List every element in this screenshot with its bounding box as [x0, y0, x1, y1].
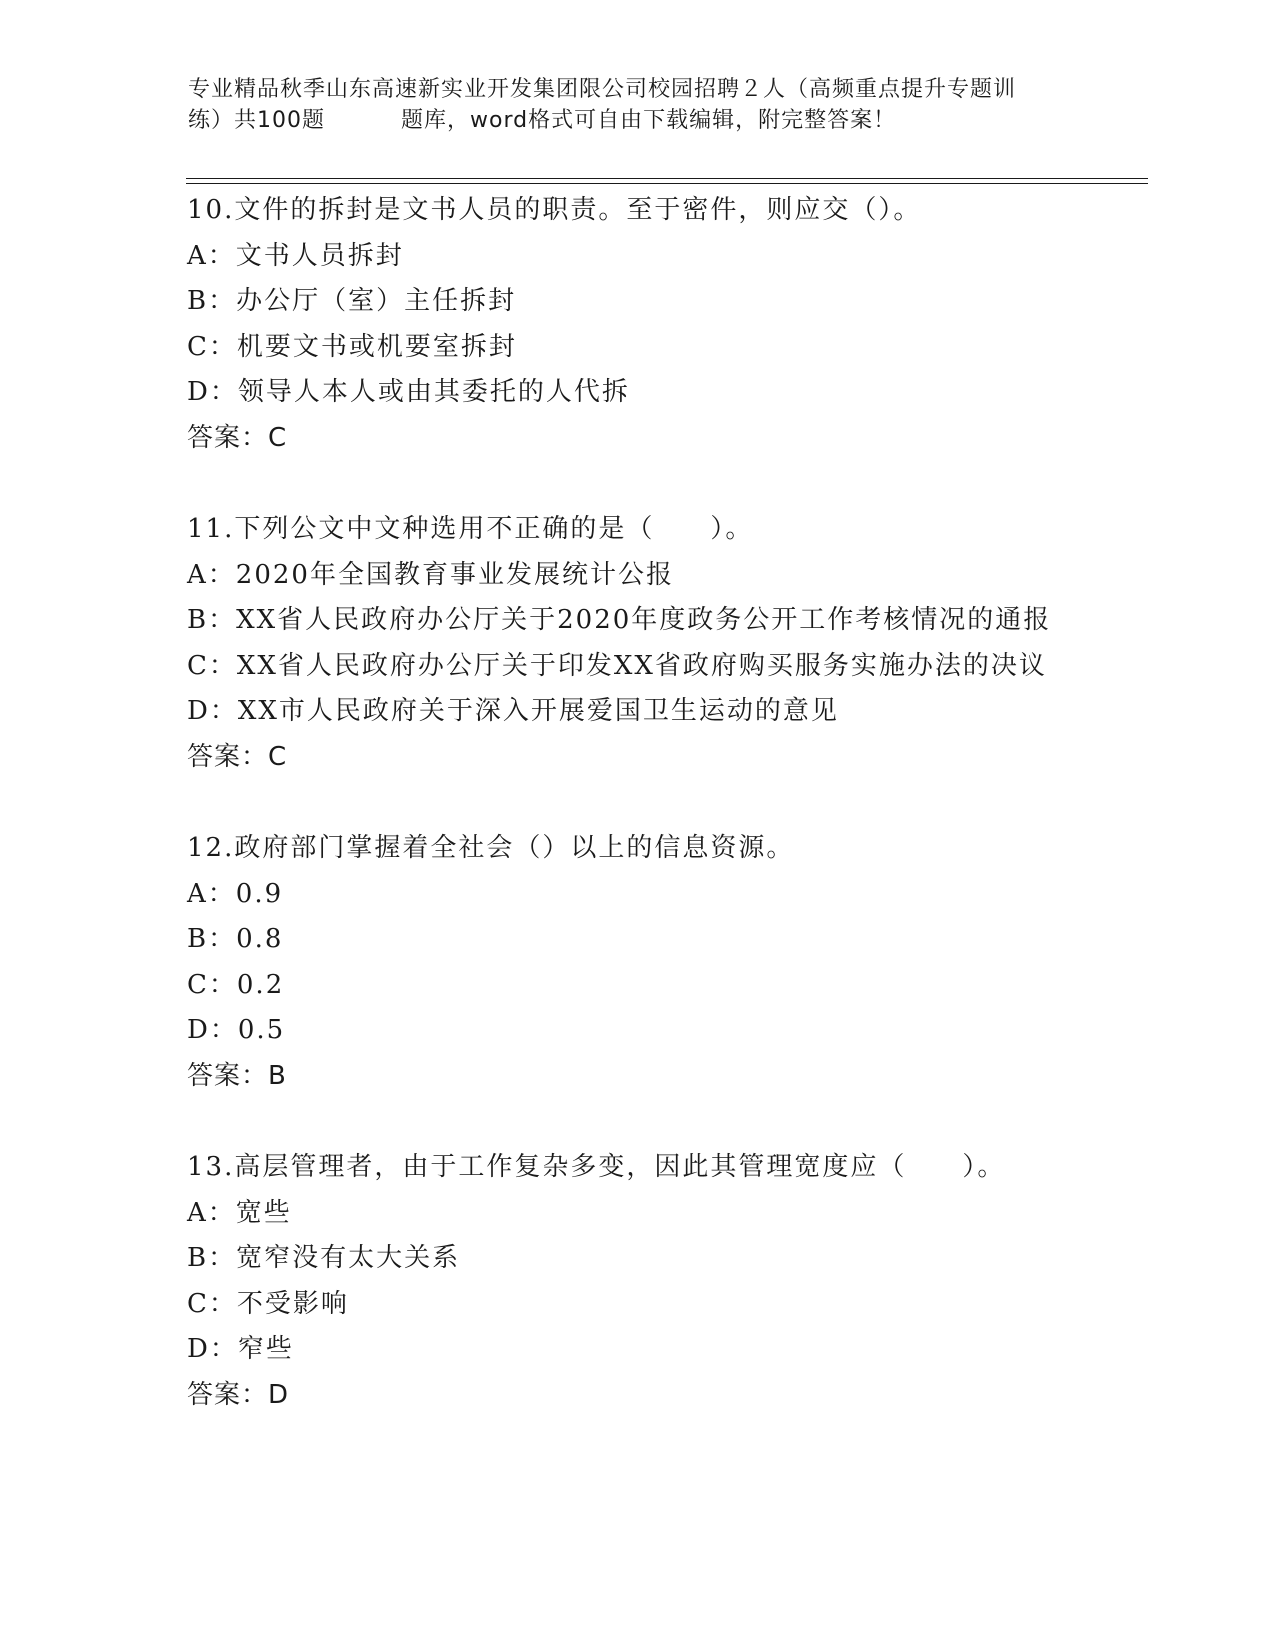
option-c: C：不受影响 [187, 1288, 349, 1319]
option-c: C：机要文书或机要室拆封 [187, 331, 517, 362]
answer: 答案：C [187, 422, 288, 453]
question-stem: 13.高层管理者，由于工作复杂多变，因此其管理宽度应（ ）。 [187, 1152, 1006, 1182]
option-d: D：0.5 [187, 1015, 286, 1045]
document-header [188, 74, 1088, 136]
option-a: A：0.9 [187, 878, 284, 909]
question-stem: 11.下列公文中文种选用不正确的是（ ）。 [187, 514, 754, 544]
option-a: A：宽些 [187, 1197, 292, 1228]
question-stem: 10.文件的拆封是文书人员的职责。至于密件，则应交（）。 [187, 195, 922, 225]
option-b: B：0.8 [187, 924, 284, 954]
option-b: B：XX省人民政府办公厅关于2020年度政务公开工作考核情况的通报 [187, 605, 1052, 635]
option-c: C：XX省人民政府办公厅关于印发XX省政府购买服务实施办法的决议 [187, 650, 1047, 681]
answer: 答案：D [187, 1379, 290, 1410]
header-line-2-part-1: 练）共100题 [188, 108, 325, 133]
question-12 [187, 826, 1147, 1099]
option-d: D：窄些 [187, 1334, 294, 1364]
question-13 [187, 1145, 1147, 1418]
option-b: B：办公厅（室）主任拆封 [187, 286, 517, 316]
option-a: A：2020年全国教育事业发展统计公报 [187, 559, 674, 590]
option-d: D：XX市人民政府关于深入开展爱国卫生运动的意见 [187, 696, 839, 726]
answer: 答案：C [187, 741, 288, 772]
answer: 答案：B [187, 1060, 287, 1091]
header-line-2-part-2: 题库，word格式可自由下载编辑，附完整答案！ [401, 108, 897, 133]
header-divider-bottom [186, 183, 1148, 184]
question-10 [187, 188, 1147, 461]
option-c: C：0.2 [187, 969, 285, 1000]
option-a: A：文书人员拆封 [187, 240, 404, 271]
question-11 [187, 507, 1147, 780]
header-divider-top [186, 178, 1148, 179]
question-stem: 12.政府部门掌握着全社会（）以上的信息资源。 [187, 833, 795, 863]
option-d: D：领导人本人或由其委托的人代拆 [187, 377, 630, 407]
option-b: B：宽窄没有太大关系 [187, 1243, 461, 1273]
header-line-1: 专业精品秋季山东高速新实业开发集团限公司校园招聘２人（高频重点提升专题训 [188, 77, 1017, 102]
header-line-2 [188, 105, 1088, 136]
